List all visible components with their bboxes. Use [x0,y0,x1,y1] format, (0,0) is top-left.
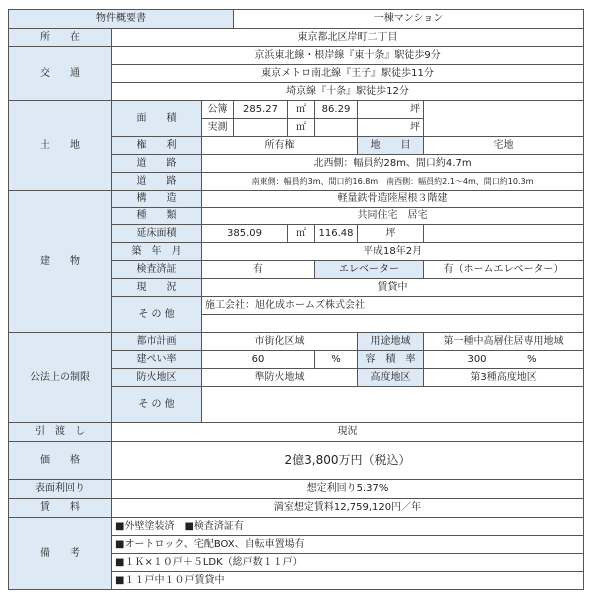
regulation-city-row [9,333,584,351]
remarks-line-1: ■外壁塗装済 ■検査済証有 [112,518,584,536]
traffic-label: 交 通 [9,47,112,101]
yield-value: 想定利回り5.37% [112,480,584,499]
kind-value: 共同住宅 居宅 [202,208,584,225]
fire-label: 防火地区 [112,369,202,387]
unit-tsubo: 坪 [358,225,424,243]
far-value-cell [424,351,584,369]
remarks-line-4: ■１１戸中１０戸賃貸中 [112,572,584,590]
rent-value: 満室想定賃料12,759,120円／年 [112,499,584,518]
land-area-blank [424,101,584,137]
koubo-tsubo: 86.29 [315,101,358,119]
unit-tsubo: 坪 [358,101,424,119]
yield-label: 表面利回り [9,480,112,499]
traffic-line-1: 京浜東北線・根岸線『東十条』駅徒歩9分 [112,47,584,65]
traffic-row [9,47,584,65]
floor-tsubo: 116.48 [315,225,358,243]
unit-m2: ㎡ [288,101,315,119]
elevator-label: エレベーター [315,261,424,279]
building-other-label: そ の 他 [112,297,202,333]
yield-row [9,480,584,499]
built-value: 平成18年2月 [202,243,584,261]
built-label: 築 年 月 [112,243,202,261]
regulation-other-label: そ の 他 [112,387,202,423]
height-value: 第3種高度地区 [424,369,584,387]
far-label: 容 積 率 [358,351,424,369]
bcr-label: 建ぺい率 [112,351,202,369]
floor-m2: 385.09 [202,225,288,243]
road-label: 道 路 [112,173,202,191]
height-label: 高度地区 [358,369,424,387]
rent-label: 賃 料 [9,499,112,518]
handover-label: 引 渡 し [9,423,112,442]
land-area-label: 面 積 [112,101,202,137]
road-label: 道 路 [112,155,202,173]
far-percent: % [527,353,537,365]
building-structure-row [9,191,584,208]
unit-tsubo: 坪 [358,119,424,137]
chimoku-value: 宅地 [424,137,584,155]
far-value: 300 [467,353,487,365]
property-type: 一棟マンション [234,10,584,29]
unit-m2: ㎡ [288,225,315,243]
koubo-m2: 285.27 [234,101,288,119]
sheet-title: 物件概要書 [9,10,234,29]
price-label: 価 格 [9,442,112,480]
price-row [9,442,584,480]
fire-value: 準防火地域 [202,369,358,387]
chimoku-label: 地 目 [358,137,424,155]
land-area-row [9,101,584,119]
jissoku-label: 実測 [202,119,234,137]
kind-label: 種 類 [112,208,202,225]
remarks-label: 備 考 [9,518,112,590]
regulation-other-value [202,387,584,423]
jissoku-m2 [234,119,288,137]
road-value-1: 北西側：幅員約28m、間口約4.7m [202,155,584,173]
regulation-label: 公法上の制限 [9,333,112,423]
elevator-value: 有（ホームエレベーター） [424,261,584,279]
city-label: 都市計画 [112,333,202,351]
header-row [9,10,584,29]
structure-label: 構 造 [112,191,202,208]
remarks-line-2: ■オートロック、宅配BOX、自転車置場有 [112,536,584,554]
inspect-label: 検査済証 [112,261,202,279]
price-value: 2億3,800万円（税込） [112,442,584,480]
land-label: 土 地 [9,101,112,191]
traffic-line-3: 埼京線『十条』駅徒歩12分 [112,83,584,101]
use-value: 第一種中高層住居専用地域 [424,333,584,351]
rent-row [9,499,584,518]
location-label: 所 在 [9,29,112,47]
remarks-row [9,518,584,536]
remarks-line-3: ■１Ｋ×１０戸＋５LDK（総戸数１１戸） [112,554,584,572]
property-summary-table [8,9,584,590]
building-other-blank [202,315,584,333]
building-label: 建 物 [9,191,112,333]
bcr-percent: % [315,351,358,369]
city-value: 市街化区域 [202,333,358,351]
structure-value: 軽量鉄骨造陸屋根３階建 [202,191,584,208]
building-other-value: 施工会社：旭化成ホームズ株式会社 [202,297,584,315]
use-label: 用途地域 [358,333,424,351]
location-value: 東京都北区岸町二丁目 [112,29,584,47]
status-label: 現 況 [112,279,202,297]
inspect-value: 有 [202,261,315,279]
koubo-label: 公簿 [202,101,234,119]
location-row [9,29,584,47]
floor-label: 延床面積 [112,225,202,243]
traffic-line-2: 東京メトロ南北線『王子』駅徒歩11分 [112,65,584,83]
handover-row [9,423,584,442]
unit-m2: ㎡ [288,119,315,137]
bcr-value: 60 [202,351,315,369]
property-summary-sheet [8,9,583,603]
handover-value: 現況 [112,423,584,442]
floor-blank [424,225,584,243]
rights-label: 権 利 [112,137,202,155]
rights-value: 所有権 [202,137,358,155]
jissoku-tsubo [315,119,358,137]
road-value-2: 南東側：幅員約3m、間口約16.8m 南西側：幅員約2.1～4m、間口約10.3m [202,173,584,191]
status-value: 賃貸中 [202,279,584,297]
